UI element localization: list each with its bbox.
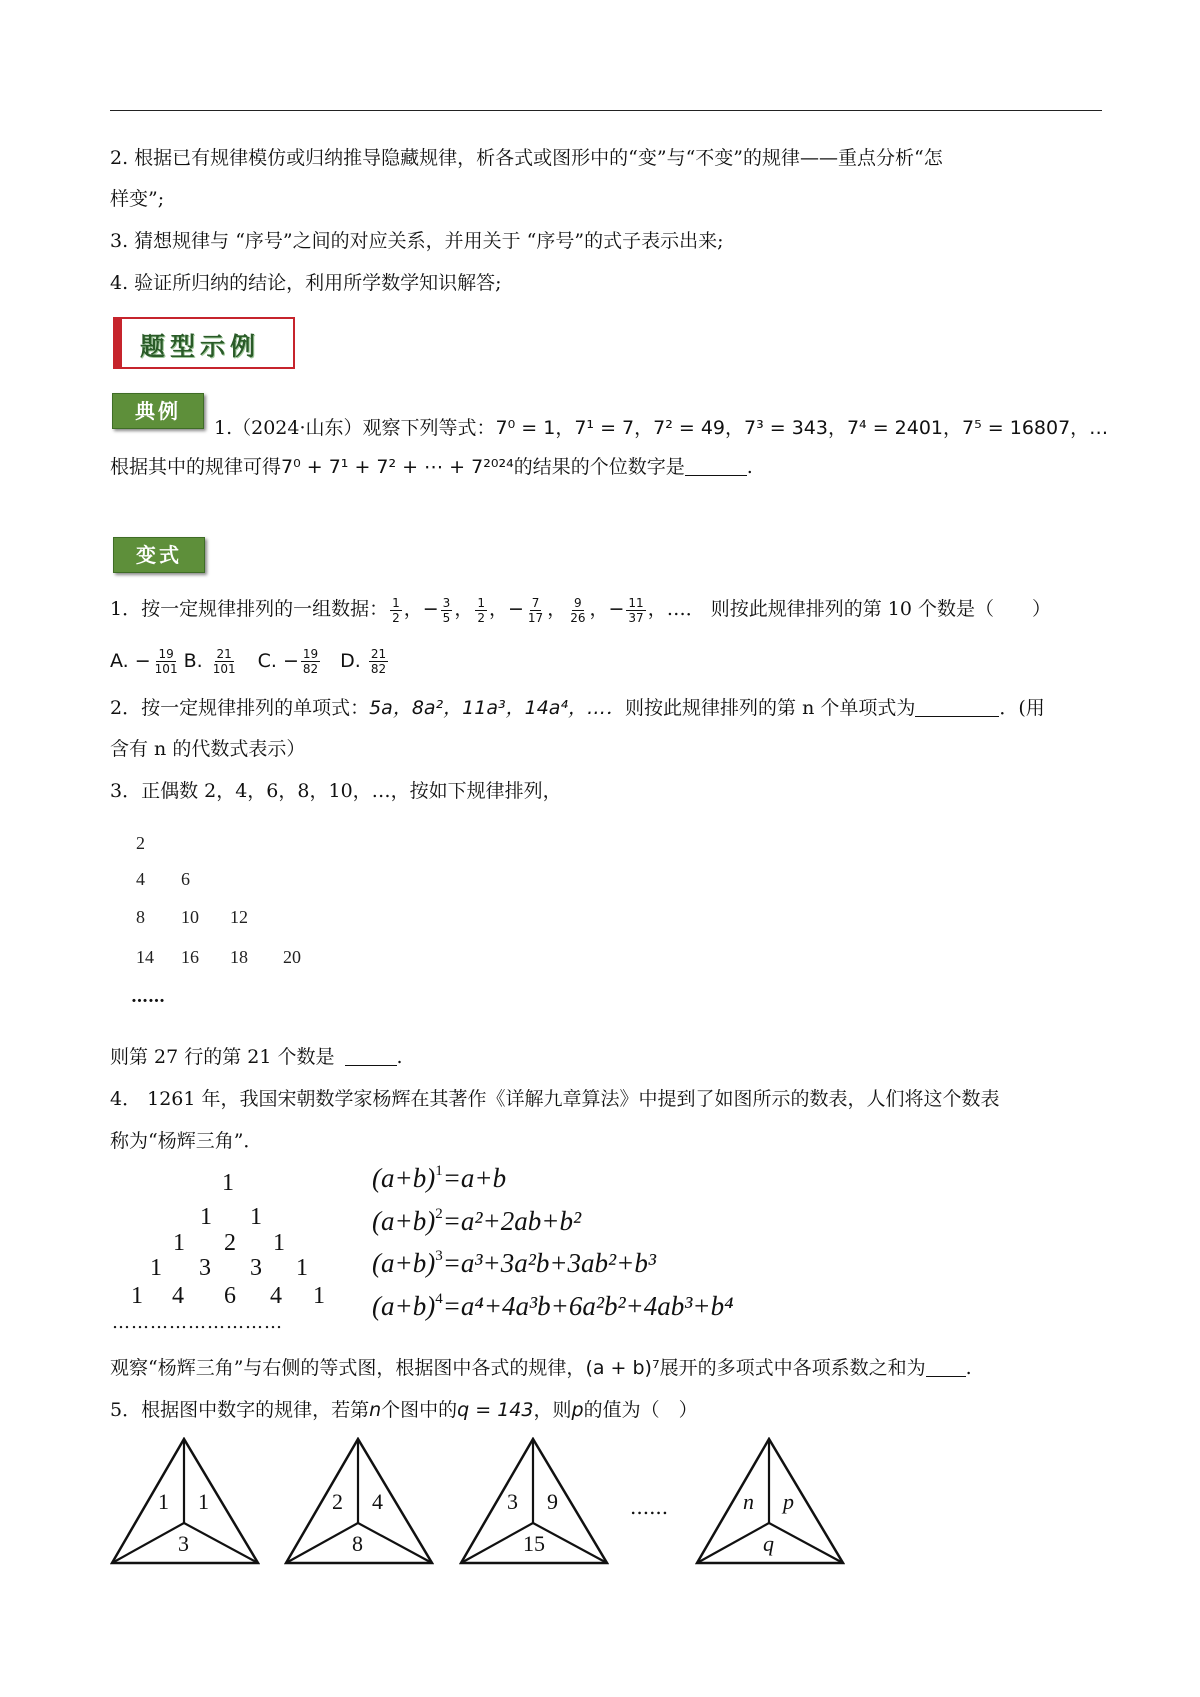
q3-ellipsis: ……: [131, 987, 165, 1007]
q2-line-1: [110, 694, 1045, 722]
expansion-row: [372, 1291, 733, 1322]
choice-option[interactable]: [110, 647, 182, 676]
q3-question: 则第 27 行的第 21 个数是: [110, 1046, 335, 1068]
sequence-fraction: [568, 596, 587, 625]
figure-bottom-number: 3: [178, 1531, 189, 1556]
comma: ，: [547, 598, 567, 620]
q5-mid: 个图中的: [381, 1399, 458, 1421]
step-2-line-1: 2. 根据已有规律模仿或归纳推导隐藏规律，析各式或图形中的“变”与“不变”的规律——重点分析“怎: [110, 147, 943, 169]
table-cell: 18: [230, 947, 248, 967]
banner-label: 题型示例: [140, 332, 261, 361]
q5-tail: 的值为（ ）: [583, 1399, 698, 1421]
table-cell: 4: [136, 869, 145, 889]
step-4: 4. 验证所归纳的结论，利用所学数学知识解答;: [110, 272, 502, 294]
q2-line-2: 含有 n 的代数式表示）: [110, 738, 306, 760]
denominator: 17: [527, 610, 544, 625]
typical-source: 1.（2024·山东）观察下列等式：: [214, 417, 496, 439]
typical-rule: 根据其中的规律可得: [110, 456, 282, 478]
step-3: 3. 猜想规律与 “序号”之间的对应关系，并用关于 “序号”的式子表示出来;: [110, 230, 724, 252]
figure-bottom-number: q: [763, 1531, 774, 1556]
q1-options: [110, 642, 408, 680]
q1-prefix: 1．按一定规律排列的一组数据：: [110, 598, 389, 620]
triangle-number: 1: [296, 1255, 308, 1281]
q5-mid2: ，则: [533, 1399, 572, 1421]
numerator: 11: [628, 595, 644, 610]
figure-right-number: 4: [372, 1489, 383, 1514]
sequence-fraction: [390, 596, 402, 625]
triangle-number: 3: [199, 1255, 211, 1281]
table-cell: 8: [136, 907, 145, 927]
figure-right-number: 1: [198, 1489, 209, 1514]
q5-line: [110, 1396, 698, 1424]
figure-right-number: p: [783, 1489, 794, 1514]
numerator: 21: [370, 647, 387, 661]
answer-blank[interactable]: [345, 1047, 397, 1066]
choice-fraction: [369, 647, 388, 676]
answer-blank[interactable]: [926, 1358, 966, 1377]
q1-tail: ，…． 则按此规律排列的第 10 个数是（ ）: [647, 598, 1051, 620]
minus-sign: −: [276, 650, 299, 672]
table-cell: 2: [136, 833, 145, 853]
expansion-rhs: =a+b: [442, 1163, 507, 1193]
triangle-figure: [110, 1437, 260, 1567]
sequence-fraction: [526, 596, 545, 625]
numerator: 19: [158, 647, 174, 661]
q5-cond: q = 143: [457, 1399, 534, 1421]
space: [361, 650, 367, 672]
choice-option[interactable]: [257, 647, 323, 676]
triangle-number: 4: [172, 1283, 184, 1309]
denominator: 101: [154, 662, 178, 676]
q3-text: 3．正偶数 2，4，6，8，10，…，按如下规律排列，: [110, 780, 562, 802]
denominator: 101: [212, 662, 236, 676]
figure-left-number: 2: [332, 1489, 343, 1514]
figure-left-number: n: [743, 1489, 754, 1514]
choice-fraction: [153, 647, 180, 676]
denominator: 2: [477, 610, 485, 625]
q4-end: .: [965, 1357, 972, 1379]
expansion-row: [372, 1206, 581, 1237]
table-cell: 14: [136, 947, 154, 967]
choice-fraction: [211, 647, 238, 676]
numerator: 9: [574, 595, 582, 610]
expansion-lhs: (a+b): [372, 1291, 436, 1321]
figure-left-number: 3: [507, 1489, 518, 1514]
table-cell: 6: [181, 869, 190, 889]
q1-sequence: [388, 595, 648, 625]
typical-example-tag: 典例: [112, 393, 204, 429]
choice-label: C.: [257, 650, 277, 672]
comma: ，: [454, 598, 474, 620]
typical-line-2: [110, 453, 753, 481]
variant-tag: 变式: [113, 537, 205, 573]
table-cell: 12: [230, 907, 248, 927]
triangle-number: 2: [224, 1230, 236, 1256]
expansion-lhs: (a+b): [372, 1206, 436, 1236]
triangle-figure: [459, 1437, 609, 1567]
typical-equations: 7⁰ = 1，7¹ = 7，7² = 49，7³ = 343，7⁴ = 2401，7⁵ = 16807，…: [495, 417, 1109, 439]
banner-accent-bar: [115, 319, 122, 367]
expansion-rhs: =a²+2ab+b²: [442, 1206, 582, 1236]
expansion-lhs: (a+b): [372, 1248, 436, 1278]
triangle-number: 4: [270, 1283, 282, 1309]
typical-question: 的结果的个位数字是: [513, 456, 685, 478]
header-rule: [110, 110, 1102, 111]
typical-line-1: [214, 414, 1108, 442]
figure-bottom-number: 8: [352, 1531, 363, 1556]
expansion-rhs: =a⁴+4a³b+6a²b²+4ab³+b⁴: [442, 1291, 734, 1321]
typical-end: .: [746, 456, 753, 478]
q3-question-line: [110, 1043, 403, 1071]
minus-sign: −: [608, 598, 625, 620]
numerator: 19: [302, 647, 319, 661]
expansion-power: 1: [435, 1163, 443, 1179]
numerator: 21: [216, 647, 232, 661]
expansion-row: [372, 1248, 656, 1279]
sequence-fraction: [475, 596, 487, 625]
choice-option[interactable]: [183, 647, 240, 676]
triangle-figure: [695, 1437, 845, 1567]
q3-end: .: [396, 1046, 403, 1068]
sequence-fraction: [441, 596, 453, 625]
expansion-power: 4: [435, 1291, 443, 1307]
choice-label: D.: [340, 650, 361, 672]
table-cell: 10: [181, 907, 199, 927]
section-banner: [113, 317, 295, 369]
triangle-number: 1: [131, 1283, 143, 1309]
triangle-number: 6: [224, 1283, 236, 1309]
q2-mid: 则按此规律排列的第 n 个单项式为: [625, 697, 916, 719]
numerator: 1: [392, 595, 400, 610]
expansion-rhs: =a³+3a²b+3ab²+b³: [442, 1248, 656, 1278]
q4-expr: (a + b)⁷: [585, 1357, 660, 1379]
table-cell: 20: [283, 947, 301, 967]
expansion-lhs: (a+b): [372, 1163, 436, 1193]
denominator: 5: [442, 610, 451, 625]
figure-right-number: 9: [547, 1489, 558, 1514]
numerator: 3: [442, 595, 451, 610]
q5-prefix: 5．根据图中数字的规律，若第: [110, 1399, 370, 1421]
triangle-figure: [284, 1437, 434, 1567]
answer-blank[interactable]: [685, 457, 747, 476]
answer-blank[interactable]: [915, 698, 999, 717]
denominator: 82: [370, 662, 387, 676]
q5-p: p: [571, 1399, 584, 1421]
typical-sum: 7⁰ + 7¹ + 7² + ⋯ + 7²⁰²⁴: [281, 456, 514, 478]
space: [203, 650, 209, 672]
minus-sign: −: [128, 650, 151, 672]
triangle-number: 1: [273, 1230, 285, 1256]
minus-sign: −: [422, 598, 439, 620]
triangle-number: 1: [150, 1255, 162, 1281]
figure-bottom-number: 15: [523, 1531, 545, 1556]
numerator: 1: [477, 595, 485, 610]
q2-terms: 5a，8a²，11a³，14a⁴，…．: [369, 697, 626, 719]
figure-left-number: 1: [158, 1489, 169, 1514]
expansion-power: 3: [435, 1248, 443, 1264]
choice-label: A.: [110, 650, 129, 672]
triangle-number: 1: [200, 1204, 212, 1230]
minus-sign: −: [507, 598, 524, 620]
q4-observe-suffix: 展开的多项式中各项系数之和为: [659, 1357, 926, 1379]
q4-line-2: 称为“杨辉三角”．: [110, 1130, 263, 1152]
q2-prefix: 2．按一定规律排列的单项式：: [110, 697, 370, 719]
choice-fraction: [301, 647, 320, 676]
q4-observe-line: [110, 1354, 972, 1382]
choice-option[interactable]: [340, 647, 390, 676]
step-2-line-2: 样变”;: [110, 188, 165, 210]
denominator: 2: [392, 610, 400, 625]
numerator: 7: [531, 595, 540, 610]
q4-observe-prefix: 观察“杨辉三角”与右侧的等式图，根据图中各式的规律，: [110, 1357, 586, 1379]
expansion-power: 2: [435, 1206, 443, 1222]
expansion-row: [372, 1163, 506, 1194]
triangle-number: 1: [313, 1283, 325, 1309]
q4-line-1: 4． 1261 年，我国宋朝数学家杨辉在其著作《详解九章算法》中提到了如图所示的数表，人们将这个数表: [110, 1088, 1000, 1110]
table-cell: 16: [181, 947, 199, 967]
sequence-fraction: [626, 596, 645, 625]
comma: ，: [403, 598, 423, 620]
denominator: 82: [302, 662, 319, 676]
triangle-number: 1: [250, 1204, 262, 1230]
choice-label: B.: [183, 650, 203, 672]
q1-line: [110, 590, 1051, 628]
triangle-dots: ………………………: [112, 1312, 283, 1333]
figures-ellipsis: ......: [630, 1495, 669, 1519]
q2-end: ．(用: [999, 697, 1045, 719]
comma: ，: [589, 598, 609, 620]
denominator: 26: [570, 610, 586, 625]
q5-n: n: [369, 1399, 382, 1421]
comma: ，: [488, 598, 508, 620]
triangle-number: 1: [222, 1170, 234, 1196]
triangle-number: 3: [250, 1255, 262, 1281]
triangle-number: 1: [173, 1230, 185, 1256]
denominator: 37: [628, 610, 644, 625]
